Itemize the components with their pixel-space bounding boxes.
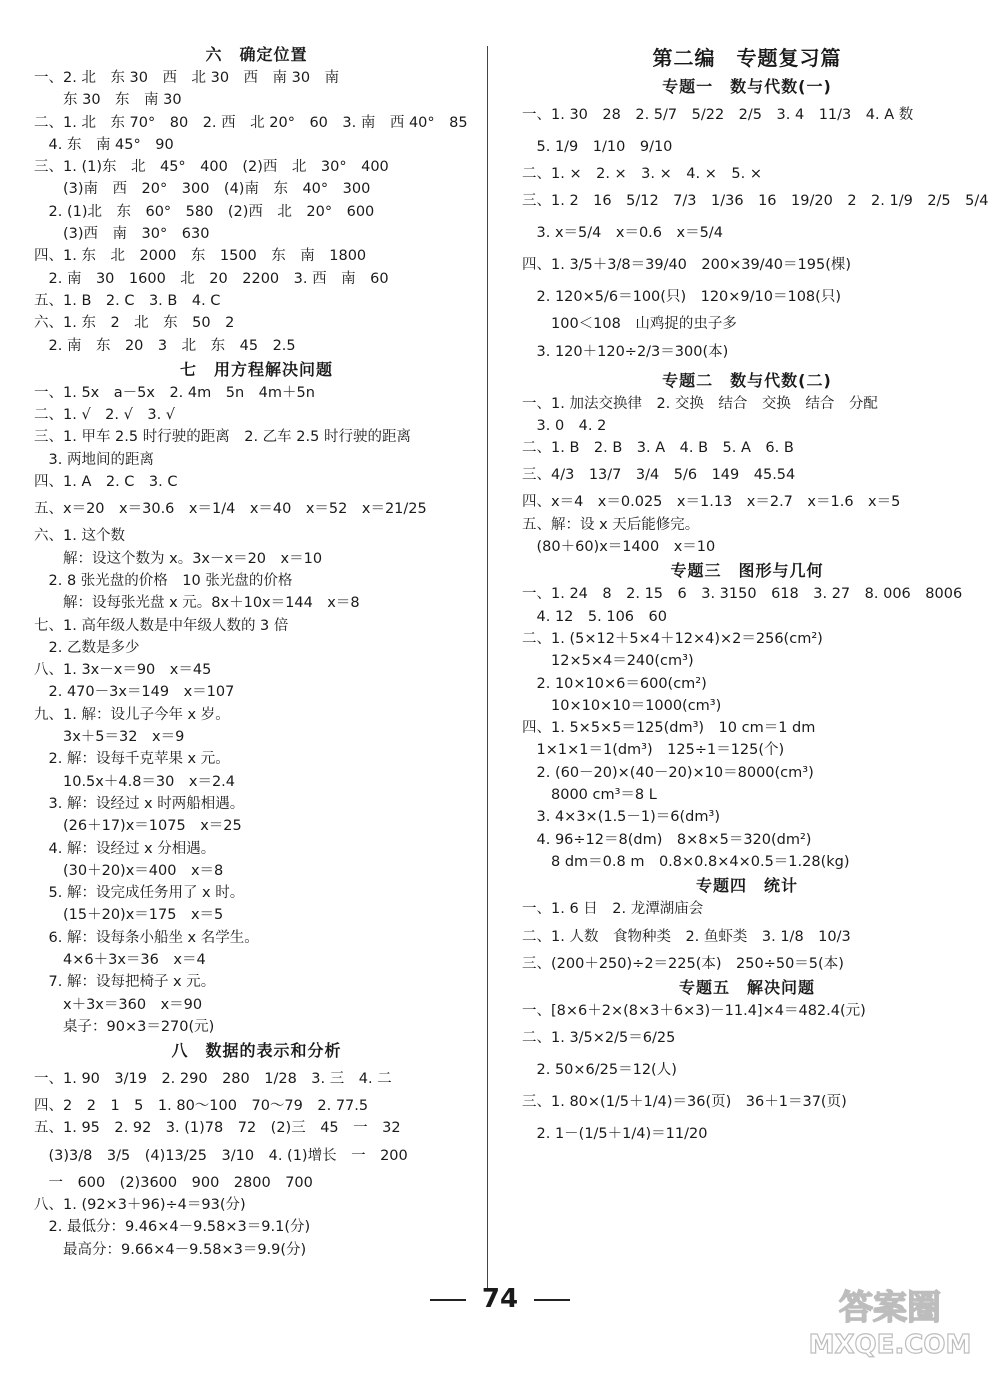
answer-line: 6. 解：设每条小船坐 x 名学生。 xyxy=(34,929,259,946)
answer-line: 3. 两地间的距离 xyxy=(34,451,154,468)
part-heading: 第二编 专题复习篇 xyxy=(652,46,842,70)
answer-line: 解：设这个数为 x。3x－x＝20 x＝10 xyxy=(34,550,323,567)
answer-line: 二、1. (5×12＋5×4＋12×4)×2＝256(cm²) xyxy=(522,630,823,647)
answer-line: 八、1. (92×3＋96)÷4＝93(分) xyxy=(34,1197,246,1214)
section-heading: 专题三 图形与几何 xyxy=(670,561,824,581)
section-heading: 专题五 解决问题 xyxy=(678,977,815,997)
answer-line: x＋3x＝360 x＝90 xyxy=(34,996,203,1013)
section-heading: 专题二 数与代数(二) xyxy=(662,370,832,390)
answer-line: 10×10×10＝1000(cm³) xyxy=(522,697,722,714)
answer-line: 四、1. 5×5×5＝125(dm³) 10 cm＝1 dm xyxy=(522,720,816,737)
answer-line: 二、1. B 2. B 3. A 4. B 5. A 6. B xyxy=(522,440,794,457)
answer-line: 解：设每张光盘 x 元。8x＋10x＝144 x＝8 xyxy=(34,595,360,612)
answer-line: 100＜108 山鸡捉的虫子多 xyxy=(522,316,737,333)
answer-line: 二、1. 人数 食物种类 2. 鱼虾类 3. 1/8 10/3 xyxy=(522,928,851,945)
section-heading: 专题四 统计 xyxy=(695,876,798,896)
answer-line: 2. 8 张光盘的价格 10 张光盘的价格 xyxy=(34,572,293,589)
answer-line: 8000 cm³＝8 L xyxy=(522,787,657,804)
answer-line: 4. 东 南 45° 90 xyxy=(34,136,174,153)
answer-line: 三、1. 甲车 2.5 时行驶的距离 2. 乙车 2.5 时行驶的距离 xyxy=(34,429,411,446)
answer-line: 三、4/3 13/7 3/4 5/6 149 45.54 xyxy=(522,467,796,484)
answer-line: 2. 南 东 20 3 北 东 45 2.5 xyxy=(34,337,296,354)
answer-line: 一、1. 30 28 2. 5/7 5/22 2/5 3. 4 11/3 4. A 数 xyxy=(522,107,914,123)
left-column xyxy=(34,42,479,1261)
answer-line: (30＋20)x＝400 x＝8 xyxy=(34,862,224,879)
answer-line: 2. 10×10×6＝600(cm²) xyxy=(522,675,707,692)
answer-line: 一、2. 北 东 30 西 北 30 西 南 30 南 xyxy=(34,70,340,86)
answer-line: 2. 最低分：9.46×4－9.58×3＝9.1(分) xyxy=(34,1219,311,1236)
answer-line: 最高分：9.66×4－9.58×3＝9.9(分) xyxy=(34,1241,307,1258)
answer-line: 4. 12 5. 106 60 xyxy=(522,608,667,625)
right-column xyxy=(522,42,989,1150)
answer-line: 五、1. B 2. C 3. B 4. C xyxy=(34,292,221,309)
answer-line: 12×5×4＝240(cm³) xyxy=(522,653,694,670)
answer-line: 4. 解：设经过 x 分相遇。 xyxy=(34,840,216,857)
answer-line: (80＋60)x＝1400 x＝10 xyxy=(522,539,716,556)
answer-line: 一、1. 5x a－5x 2. 4m 5n 4m＋5n xyxy=(34,384,315,401)
answer-line: 5. 解：设完成任务用了 x 时。 xyxy=(34,885,245,902)
answer-line: 2. 解：设每千克苹果 x 元。 xyxy=(34,751,230,768)
answer-line: 六、1. 这个数 xyxy=(34,528,125,545)
answer-line: 8 dm＝0.8 m 0.8×0.8×4×0.5＝1.28(kg) xyxy=(522,853,850,870)
column-divider xyxy=(487,46,488,1291)
svg-text:MXQE.COM: MXQE.COM xyxy=(808,1330,972,1360)
answer-line: 东 30 东 南 30 xyxy=(34,92,182,109)
answer-line: 三、1. (1)东 北 45° 400 (2)西 北 30° 400 xyxy=(34,159,389,176)
svg-text:答案圈: 答案圈 xyxy=(839,1288,941,1328)
answer-line: 一 600 (2)3600 900 2800 700 xyxy=(34,1174,313,1191)
answer-line: (3)西 南 30° 630 xyxy=(34,226,210,243)
answer-line: 五、x＝20 x＝30.6 x＝1/4 x＝40 x＝52 x＝21/25 xyxy=(34,501,427,518)
answer-line: 二、1. × 2. × 3. × 4. × 5. × xyxy=(522,166,762,182)
section-heading: 八 数据的表示和分析 xyxy=(171,1041,342,1061)
answer-line: 2. 南 30 1600 北 20 2200 3. 西 南 60 xyxy=(34,270,389,287)
answer-line: 2. 1－(1/5＋1/4)＝11/20 xyxy=(522,1126,708,1143)
watermark-logo xyxy=(800,1281,980,1361)
answer-line: 一、[8×6＋2×(8×3＋6×3)－11.4]×4＝482.4(元) xyxy=(522,1002,866,1019)
answer-line: 4×6＋3x＝36 x＝4 xyxy=(34,951,206,968)
answer-line: (3)南 西 20° 300 (4)南 东 40° 300 xyxy=(34,181,371,198)
answer-line: 三、1. 80×(1/5＋1/4)＝36(页) 36＋1＝37(页) xyxy=(522,1094,847,1111)
answer-line: 二、1. √ 2. √ 3. √ xyxy=(34,407,176,424)
answer-line: 3. 0 4. 2 xyxy=(522,417,607,434)
answer-line: 四、1. 3/5＋3/8＝39/40 200×39/40＝195(棵) xyxy=(522,257,852,274)
answer-line: 二、1. 北 东 70° 80 2. 西 北 20° 60 3. 南 西 40° 85 xyxy=(34,114,468,131)
answer-line: 2. 120×5/6＝100(只) 120×9/10＝108(只) xyxy=(522,289,841,306)
answer-line: 4. 96÷12＝8(dm) 8×8×5＝320(dm²) xyxy=(522,831,812,848)
answer-line: 四、1. 东 北 2000 东 1500 东 南 1800 xyxy=(34,248,367,265)
answer-line: 六、1. 东 2 北 东 50 2 xyxy=(34,315,235,332)
answer-line: 五、解：设 x 天后能修完。 xyxy=(522,516,700,533)
page-number-dash-left xyxy=(430,1299,466,1301)
answer-line: 7. 解：设每把椅子 x 元。 xyxy=(34,974,216,991)
answer-line: 四、x＝4 x＝0.025 x＝1.13 x＝2.7 x＝1.6 x＝5 xyxy=(522,494,901,511)
answer-line: 三、(200＋250)÷2＝225(本) 250÷50＝5(本) xyxy=(522,955,844,972)
answer-line: 2. 470－3x＝149 x＝107 xyxy=(34,684,235,701)
answer-line: 一、1. 加法交换律 2. 交换 结合 交换 结合 分配 xyxy=(522,395,878,412)
answer-line: 2. 乙数是多少 xyxy=(34,639,140,656)
answer-line: 2. (60－20)×(40－20)×10＝8000(cm³) xyxy=(522,764,814,781)
section-heading: 六 确定位置 xyxy=(205,45,308,64)
answer-line: 2. 50×6/25＝12(人) xyxy=(522,1062,677,1079)
section-heading: 专题一 数与代数(一) xyxy=(662,77,832,96)
answer-line: 2. (1)北 东 60° 580 (2)西 北 20° 600 xyxy=(34,203,375,220)
answer-line: 二、1. 3/5×2/5＝6/25 xyxy=(522,1030,676,1047)
answer-line: (3)3/8 3/5 (4)13/25 3/10 4. (1)增长 一 200 xyxy=(34,1147,408,1164)
answer-line: 3. 解：设经过 x 时两船相遇。 xyxy=(34,795,245,812)
answer-line: 一、1. 90 3/19 2. 290 280 1/28 3. 三 4. 二 xyxy=(34,1071,392,1088)
answer-line: (15＋20)x＝175 x＝5 xyxy=(34,907,224,924)
answer-line: 3. 120＋120÷2/3＝300(本) xyxy=(522,343,729,360)
answer-line: 四、2 2 1 5 1. 80～100 70～79 2. 77.5 xyxy=(34,1098,369,1115)
answer-line: 1×1×1＝1(dm³) 125÷1＝125(个) xyxy=(522,742,785,759)
answer-line: 三、1. 2 16 5/12 7/3 1/36 16 19/20 2 2. 1/9 2/5 5/4 xyxy=(522,193,989,210)
page-number-dash-right xyxy=(534,1299,570,1301)
answer-line: 九、1. 解：设儿子今年 x 岁。 xyxy=(34,706,230,723)
section-heading: 七 用方程解决问题 xyxy=(179,359,333,379)
answer-line: 10.5x＋4.8＝30 x＝2.4 xyxy=(34,773,236,790)
answer-line: 一、1. 24 8 2. 15 6 3. 3150 618 3. 27 8. 006 8006 xyxy=(522,586,963,603)
answer-line: 3. 4×3×(1.5－1)＝6(dm³) xyxy=(522,809,720,826)
answer-line: 五、1. 95 2. 92 3. (1)78 72 (2)三 45 一 32 xyxy=(34,1120,401,1137)
answer-line: 八、1. 3x－x＝90 x＝45 xyxy=(34,662,212,679)
answer-line: 七、1. 高年级人数是中年级人数的 3 倍 xyxy=(34,617,289,634)
answer-line: 一、1. 6 日 2. 龙潭湖庙会 xyxy=(522,901,704,918)
answer-line: (26＋17)x＝1075 x＝25 xyxy=(34,818,242,835)
answer-line: 桌子：90×3＝270(元) xyxy=(34,1018,215,1035)
page-number-text: 74 xyxy=(481,1284,519,1314)
answer-line: 5. 1/9 1/10 9/10 xyxy=(522,139,673,155)
answer-line: 3x＋5＝32 x＝9 xyxy=(34,729,185,746)
answer-line: 3. x＝5/4 x＝0.6 x＝5/4 xyxy=(522,225,723,242)
answer-line: 四、1. A 2. C 3. C xyxy=(34,474,178,491)
